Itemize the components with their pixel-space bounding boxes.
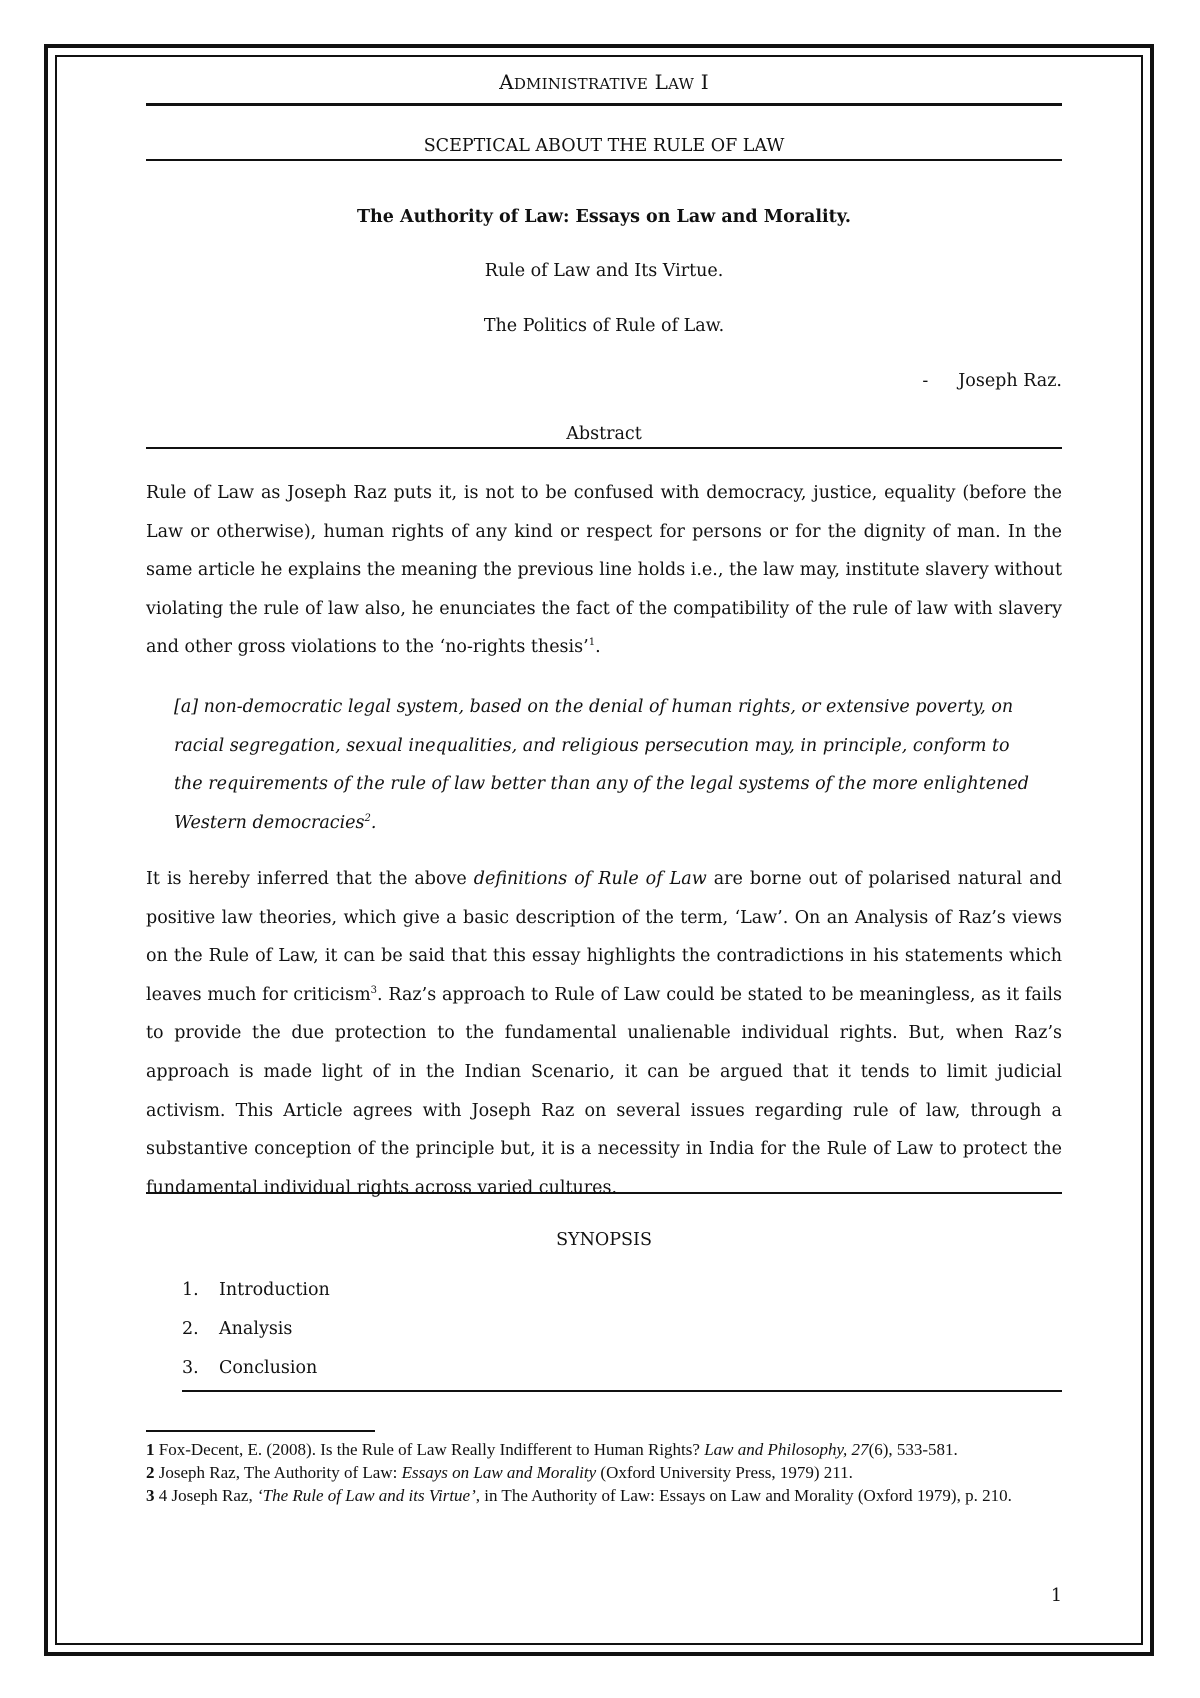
p2-text-c: . Raz’s approach to Rule of Law could be stated to be meaningless, as it fails to provide the due protection to the fundamental unalienable individual rights. But, when Raz’s approach is made light of in the Indian Scenario, it can be argued that it tends to limit judicial activism. This Article agrees with Joseph Raz on several issues regarding rule of law, through a substantive conception of the principle but, it is a necessity in India for the Rule of Law to protect the fundamental individual rights across varied cultures. [146,984,1062,1198]
footnote-text: 4 Joseph Raz, [154,1486,257,1505]
header-suffix: I [694,70,709,94]
abstract-paragraph-2 [146,860,1062,1198]
header-word-2: AW [668,75,695,93]
section-title-text: SCEPTICAL ABOUT THE RULE OF LAW [423,136,785,156]
footnote-number: 2 [146,1463,155,1482]
footnote-number: 1 [146,1440,155,1459]
quote-text: [a] non-democratic legal system, based on the denial of human rights, or extensive poverty, on racial segregation, sexual inequalities, and religious persecution may, in principle, conform to the requirements of the rule of law better than any of the legal systems of the more enlightened Western democracies [174,697,1029,833]
footnote-separator [146,1430,375,1432]
footnote-number: 3 [146,1486,155,1505]
abstract-paragraph-1 [146,474,1062,667]
page-number: 1 [1050,1586,1062,1606]
list-item-number: 1. [182,1280,199,1300]
author-name: Joseph Raz. [958,371,1062,391]
p2-text-b: are borne out of polarised natural and positive law theories, which give a basic description of the term, ‘Law’. On an Analysis of Raz’s views on the Rule of Law, it can be said that this essay highlights the contradictions in his statements which leaves much for criticism [146,869,1062,1005]
book-title: The Authority of Law: Essays on Law and Morality. [357,207,851,227]
section-title [146,136,1062,161]
header-letter-a: A [499,70,514,94]
footnote-ref-1[interactable]: 1 [588,637,596,649]
footnote-text: Fox-Decent, E. (2008). Is the Rule of Law Really Indifferent to Human Rights? [154,1440,705,1459]
footnote-text: Joseph Raz, The Authority of Law: [154,1463,402,1482]
footnote-ref-3[interactable]: 3 [370,984,378,996]
list-item [182,1358,1062,1390]
page-border-inner [55,55,1143,1645]
quote-end: . [370,812,377,833]
footnote-3 [146,1484,1062,1507]
block-quote [174,688,1038,842]
footnote-text-end: , in The Authority of Law: Essays on Law and Morality (Oxford 1979), p. 210. [475,1486,1012,1505]
footnote-text-end: (Oxford University Press, 1979) 211. [596,1463,853,1482]
course-title [146,70,1062,106]
synopsis-heading: SYNOPSIS [556,1230,652,1250]
footnote-italic: ‘The Rule of Law and its Virtue’ [256,1486,476,1505]
abstract-p1-end: . [595,637,601,658]
list-item-label: Conclusion [219,1358,318,1378]
abstract-p1-text: Rule of Law as Joseph Raz puts it, is not to be confused with democracy, justice, equality (before the Law or otherwise), human rights of any kind or respect for persons or for the dignity of man. In the same article he explains the meaning the previous line holds i.e., the law may, institute slavery without violating the rule of law also, he enunciates the fact of the compatibility of the rule of law with slavery and other gross violations to the ‘no-rights thesis’ [146,483,1062,658]
header-letter-l: L [654,70,669,94]
footnotes [146,1438,1062,1507]
list-item-label: Analysis [219,1319,293,1339]
list-item-number: 3. [182,1358,199,1378]
list-item-label: Introduction [219,1280,330,1300]
footnote-italic: Essays on Law and Morality [401,1463,597,1482]
synopsis-list [182,1280,1062,1392]
p2-text-a: It is hereby inferred that the above [146,869,474,889]
footnote-2 [146,1461,1062,1484]
header-word-1: DMINISTRATIVE [513,75,649,93]
abstract-heading-text: Abstract [566,424,642,444]
subtitle-politics: The Politics of Rule of Law. [483,316,725,336]
abstract-heading [146,424,1062,449]
list-item [182,1280,1062,1319]
author-dash: - [922,371,929,391]
footnote-1 [146,1438,1062,1461]
footnote-text-end: (6), 533-581. [868,1440,958,1459]
list-item [182,1319,1062,1358]
subtitle-rule-of-law-virtue: Rule of Law and Its Virtue. [484,261,724,281]
footnote-ref-2[interactable]: 2 [364,812,371,824]
running-header [146,70,1062,106]
footnote-italic: Law and Philosophy, 27 [704,1440,869,1459]
author-line [146,371,1062,391]
p2-italic-term: definitions of Rule of Law [473,869,707,889]
list-item-number: 2. [182,1319,199,1339]
